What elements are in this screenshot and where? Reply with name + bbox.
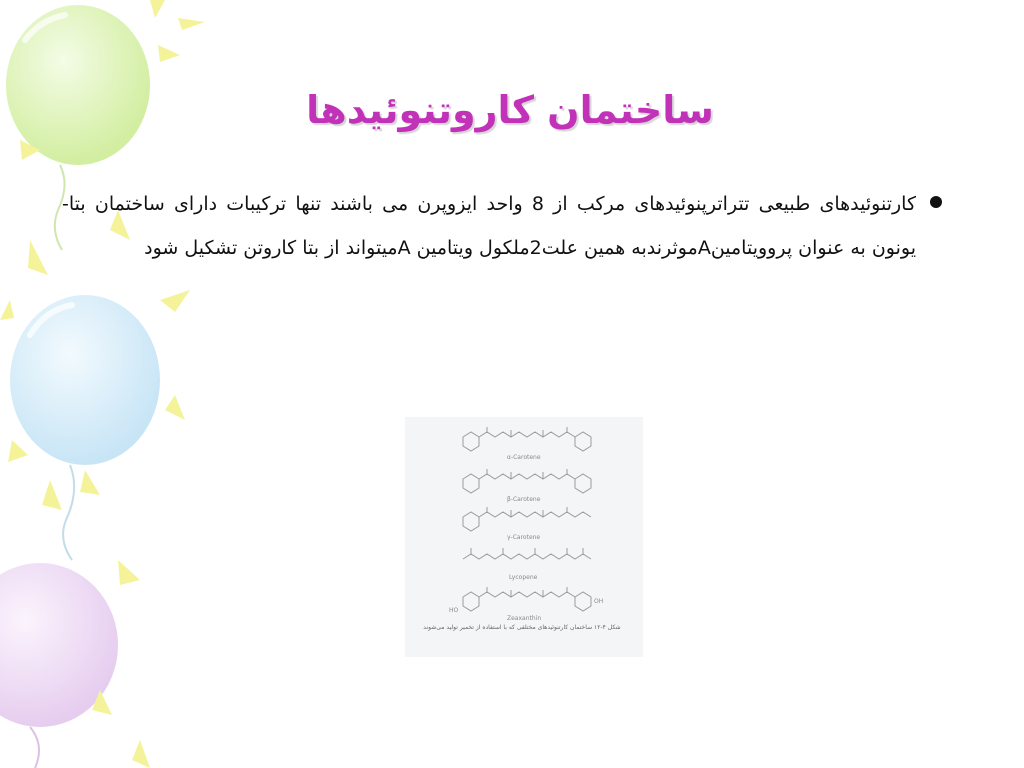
carotenoid-structures-figure xyxy=(405,417,643,657)
lycopene-structure xyxy=(463,548,591,559)
ho-label: HO xyxy=(449,607,459,614)
bullet-text: کارتنوئیدهای طبیعی تتراترپنوئیدهای مرکب از 8 واحد ایزوپرن می باشند تنها ترکیبات دارای ساختمان بتا- یونون به عنوان پروویتامینAموثرندبه همین علت2ملکول ویتامین Aمیتواند از بتا کاروتن تشکیل شود xyxy=(62,193,916,259)
pink-balloon xyxy=(0,563,118,768)
bullet-item xyxy=(62,182,942,270)
zeaxanthin-label: Zeaxanthin xyxy=(507,615,542,622)
alpha-carotene-structure xyxy=(463,427,591,451)
beta-carotene-label: β-Carotene xyxy=(507,496,541,503)
blue-balloon xyxy=(10,295,160,560)
bullet-dot xyxy=(930,196,942,208)
alpha-carotene-label: α-Carotene xyxy=(507,454,541,461)
beta-carotene-structure xyxy=(463,469,591,493)
gamma-carotene-label: γ-Carotene xyxy=(507,534,541,541)
lycopene-label: Lycopene xyxy=(509,574,538,581)
slide-title: ساختمان کاروتنوئیدها xyxy=(306,88,714,132)
oh-label: OH xyxy=(594,598,604,605)
zeaxanthin-structure xyxy=(463,587,591,611)
figure-caption: شکل ۴-۱۲ ساختمان کارتنوئیدهای مختلفی که با استفاده از تخمیر تولید می‌شوند xyxy=(423,624,621,631)
gamma-carotene-structure xyxy=(463,507,591,531)
